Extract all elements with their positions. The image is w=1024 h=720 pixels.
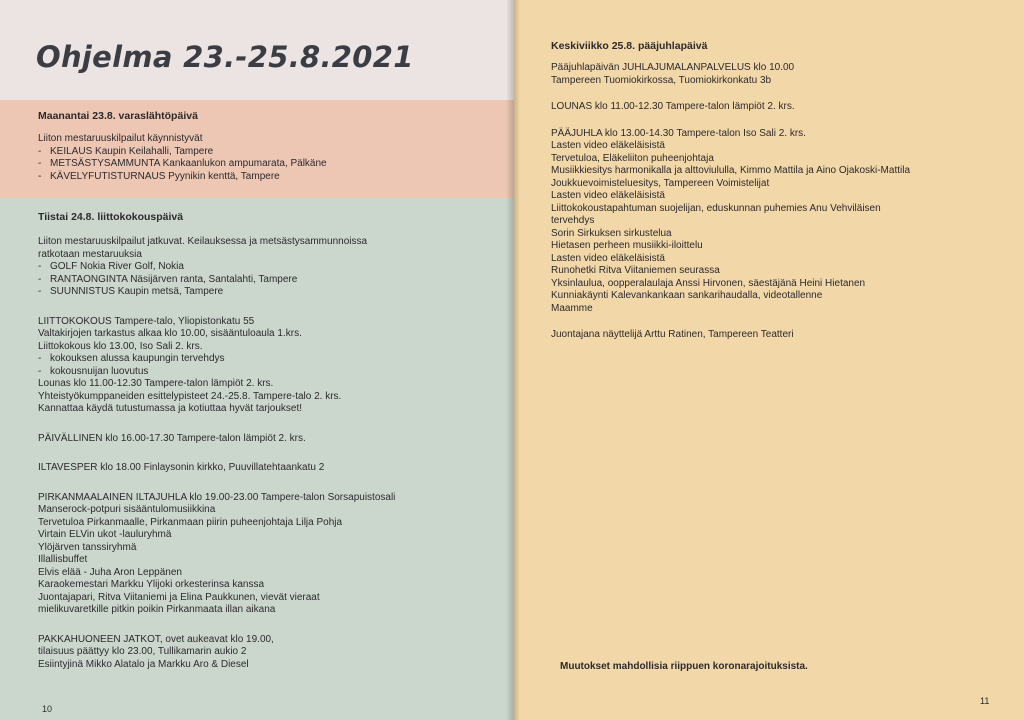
list-item: - kokousnuijan luovutus bbox=[38, 365, 149, 377]
tuesday-section bbox=[38, 211, 395, 671]
list-item: - kokouksen alussa kaupungin tervehdys bbox=[38, 353, 225, 364]
meeting-line: Yhteistyökumppaneiden esittelypisteet 24.-25.8. Tampere-talo 2. krs. bbox=[38, 390, 342, 402]
main-event-line: Lasten video eläkeläisistä bbox=[551, 140, 665, 151]
evening-line: Ylöjärven tanssiryhmä bbox=[38, 541, 137, 553]
meeting-line: Liittokokous klo 13.00, Iso Sali 2. krs. bbox=[38, 340, 203, 352]
main-event-line: Tervetuloa, Eläkeliiton puheenjohtaja bbox=[551, 152, 714, 164]
tuesday-intro-line: ratkotaan mestaruuksia bbox=[38, 248, 142, 260]
monday-heading: Maanantai 23.8. varaslähtöpäivä bbox=[38, 110, 198, 122]
tuesday-heading: Tiistai 24.8. liittokokouspäivä bbox=[38, 211, 184, 223]
main-event-line: Lasten video eläkeläisistä bbox=[551, 190, 665, 201]
dinner-line: PÄIVÄLLINEN klo 16.00-17.30 Tampere-talon lämpiöt 2. krs. bbox=[38, 432, 306, 444]
main-event-line: Joukkuevoimisteluesitys, Tampereen Voimistelijat bbox=[551, 177, 770, 189]
main-event-line: Sorin Sirkuksen sirkustelua bbox=[551, 227, 672, 239]
evening-line: PIRKANMAALAINEN ILTAJUHLA klo 19.00-23.00 Tampere-talon Sorsapuistosali bbox=[38, 491, 396, 503]
list-item: - GOLF Nokia River Golf, Nokia bbox=[38, 261, 184, 272]
main-event-line: Yksinlaulua, oopperalaulaja Anssi Hirvonen, säestäjänä Heini Hietanen bbox=[551, 277, 866, 289]
monday-section bbox=[38, 110, 327, 183]
meeting-line: Lounas klo 11.00-12.30 Tampere-talon lämpiöt 2. krs. bbox=[38, 378, 274, 389]
list-item: - METSÄSTYSAMMUNTA Kankaanlukon ampumarata, Pälkäne bbox=[38, 158, 327, 169]
afterparty-line: PAKKAHUONEEN JATKOT, ovet aukeavat klo 19.00, bbox=[38, 633, 274, 645]
evening-line: Illallisbuffet bbox=[38, 554, 88, 565]
evening-line: Manserock-potpuri sisääntulomusiikkina bbox=[38, 504, 216, 515]
list-item: - KÄVELYFUTISTURNAUS Pyynikin kenttä, Tampere bbox=[38, 170, 280, 182]
meeting-line: Kannattaa käydä tutustumassa ja kotiuttaa hyvät tarjoukset! bbox=[38, 403, 303, 414]
book-fold bbox=[506, 0, 520, 720]
main-event-line: Liittokokoustapahtuman suojelijan, eduskunnan puhemies Anu Vehviläisen bbox=[551, 202, 881, 214]
main-event-line: tervehdys bbox=[551, 215, 595, 226]
main-event-line: Maamme bbox=[551, 302, 593, 314]
afterparty-line: tilaisuus päättyy klo 23.00, Tullikamarin aukio 2 bbox=[38, 646, 247, 657]
evening-line: Virtain ELVin ukot -lauluryhmä bbox=[38, 529, 172, 540]
page-number-left: 10 bbox=[42, 704, 53, 714]
tuesday-intro-line: Liiton mestaruuskilpailut jatkuvat. Keilauksessa ja metsästysammunnoissa bbox=[38, 236, 368, 247]
covid-note: Muutokset mahdollisia riippuen koronarajoituksista. bbox=[560, 661, 808, 672]
page-title: Ohjelma 23.-25.8.2021 bbox=[36, 40, 414, 74]
list-item: - KEILAUS Kaupin Keilahalli, Tampere bbox=[38, 145, 214, 157]
main-event-line: Runohetki Ritva Viitaniemen seurassa bbox=[551, 265, 720, 276]
wednesday-section bbox=[551, 40, 910, 342]
page-number-right: 11 bbox=[980, 696, 990, 706]
meeting-line: LIITTOKOKOUS Tampere-talo, Yliopistonkatu 55 bbox=[38, 315, 255, 327]
evening-line: Juontajapari, Ritva Viitaniemi ja Elina Paukkunen, vievät vieraat bbox=[38, 591, 320, 603]
evening-line: Karaokemestari Markku Ylijoki orkesterinsa kanssa bbox=[38, 579, 265, 590]
main-event-line: Lasten video eläkeläisistä bbox=[551, 252, 665, 264]
monday-intro: Liiton mestaruuskilpailut käynnistyvät bbox=[38, 133, 203, 144]
afterparty-line: Esiintyjinä Mikko Alatalo ja Markku Aro & Diesel bbox=[38, 658, 249, 670]
main-event-line: Kunniakäynti Kalevankankaan sankarihaudalla, videotallenne bbox=[551, 290, 823, 301]
main-event-line: PÄÄJUHLA klo 13.00-14.30 Tampere-talon Iso Sali 2. krs. bbox=[551, 127, 806, 139]
vesper-line: ILTAVESPER klo 18.00 Finlaysonin kirkko, Puuvillatehtaankatu 2 bbox=[38, 462, 325, 473]
list-item: - RANTAONGINTA Näsijärven ranta, Santalahti, Tampere bbox=[38, 273, 298, 285]
lunch-line: LOUNAS klo 11.00-12.30 Tampere-talon lämpiöt 2. krs. bbox=[551, 101, 795, 112]
service-line: Pääjuhlapäivän JUHLAJUMALANPALVELUS klo 10.00 bbox=[551, 62, 795, 73]
host-line: Juontajana näyttelijä Arttu Ratinen, Tampereen Teatteri bbox=[551, 329, 794, 340]
wednesday-heading: Keskiviikko 25.8. pääjuhlapäivä bbox=[551, 40, 708, 52]
service-line: Tampereen Tuomiokirkossa, Tuomiokirkonkatu 3b bbox=[551, 74, 772, 86]
main-event-line: Hietasen perheen musiikki-iloittelu bbox=[551, 240, 703, 251]
right-page bbox=[514, 0, 1024, 720]
meeting-line: Valtakirjojen tarkastus alkaa klo 10.00, sisääntuloaula 1.krs. bbox=[38, 328, 302, 339]
list-item: - SUUNNISTUS Kaupin metsä, Tampere bbox=[38, 286, 224, 297]
main-event-line: Musiikkiesitys harmonikalla ja alttoviululla, Kimmo Mattila ja Aino Ojakoski-Mattila bbox=[551, 165, 911, 176]
evening-line: Tervetuloa Pirkanmaalle, Pirkanmaan piirin puheenjohtaja Lilja Pohja bbox=[38, 516, 343, 528]
evening-line: mielikuvaretkille pitkin poikin Pirkanmaata illan aikana bbox=[38, 604, 276, 615]
evening-line: Elvis elää - Juha Aron Leppänen bbox=[38, 566, 182, 578]
